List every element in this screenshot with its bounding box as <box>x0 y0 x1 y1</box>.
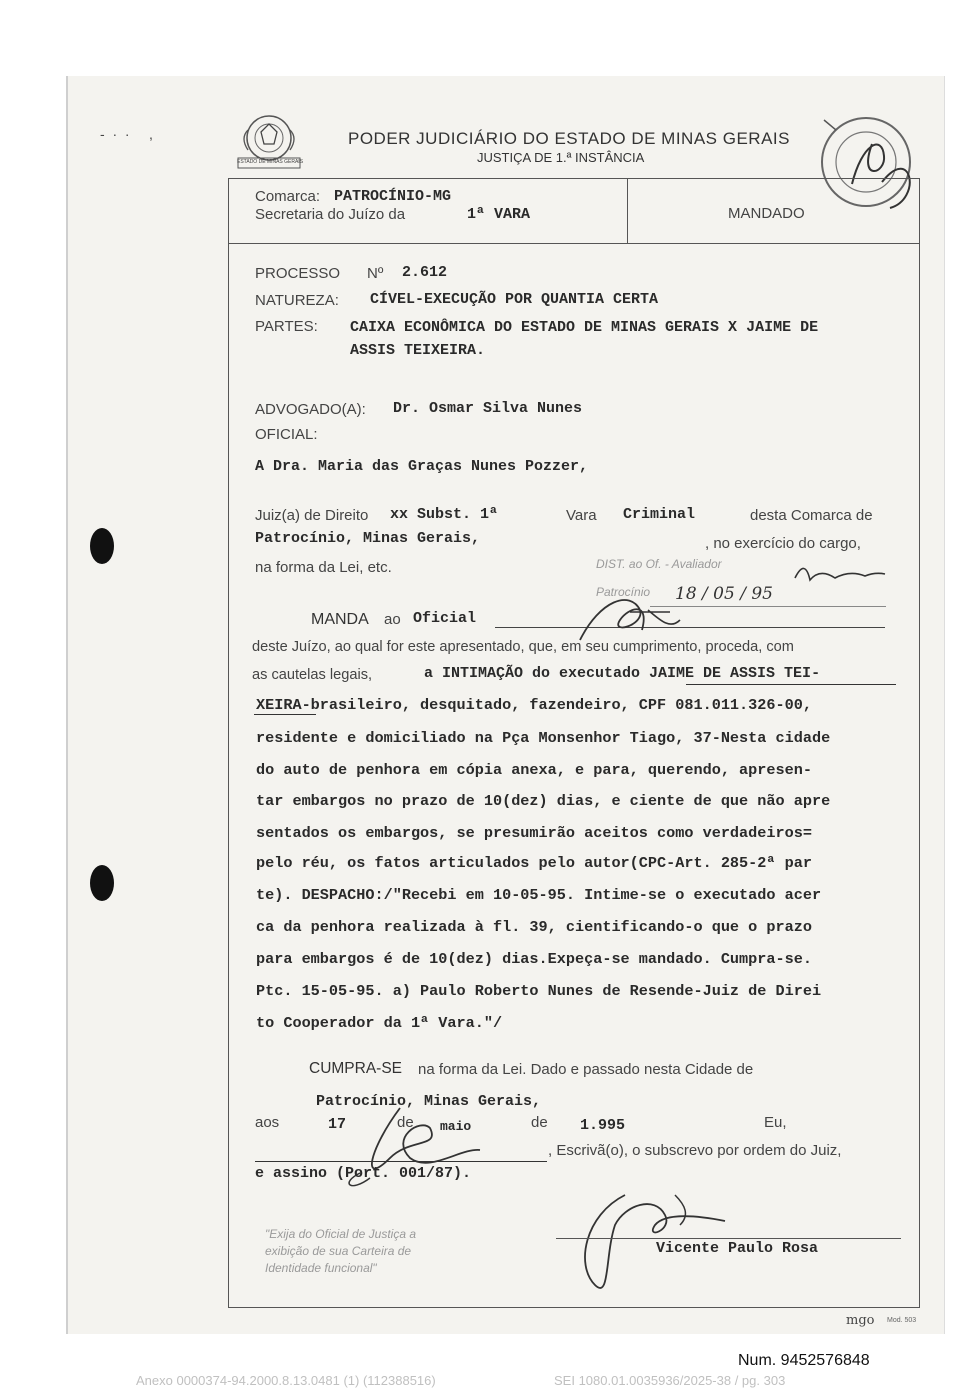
comarca-label: Comarca: <box>255 188 321 205</box>
body-line: sentados os embargos, se presumirão aceitos como verdadeiros= <box>256 824 812 842</box>
processo-label: PROCESSO <box>255 265 341 282</box>
frame-divider-vertical <box>627 178 628 243</box>
comarca-value: PATROCÍNIO-MG <box>334 188 452 205</box>
header-title: PODER JUDICIÁRIO DO ESTADO DE MINAS GERAIS <box>348 129 790 148</box>
assino-text: e assino (Port. 001/87). <box>255 1165 472 1182</box>
partes-line-1: CAIXA ECONÔMICA DO ESTADO DE MINAS GERAIS X JAIME DE <box>350 319 819 336</box>
de-label-2: de <box>531 1114 548 1131</box>
closing-day: 17 <box>328 1116 347 1133</box>
forma-text: na forma da Lei, etc. <box>255 559 392 576</box>
aos-label: aos <box>255 1114 280 1131</box>
natureza-value: CÍVEL-EXECUÇÃO POR QUANTIA CERTA <box>370 291 659 308</box>
dist-signature-icon <box>790 558 890 588</box>
vara-label: Vara <box>566 507 597 524</box>
vara-value: Criminal <box>623 506 696 523</box>
advogado-label: ADVOGADO(A): <box>255 401 366 418</box>
intro-city: Patrocínio, Minas Gerais, <box>255 530 481 547</box>
natureza-label: NATUREZA: <box>255 292 339 309</box>
secretaria-label: Secretaria do Juízo da <box>255 206 406 223</box>
footer-num: Num. 9452576848 <box>738 1352 870 1369</box>
executado-underline <box>686 684 896 685</box>
faint-note-2: exibição de sua Carteira de <box>265 1244 412 1258</box>
body-line: residente e domiciliado na Pça Monsenhor Tiago, 37-Nesta cidade <box>256 729 831 747</box>
corner-marks: - · · , <box>100 126 153 142</box>
escriva-text: , Escrivã(o), o subscrevo por ordem do Juiz, <box>548 1142 842 1159</box>
body-line: Ptc. 15-05-95. a) Paulo Roberto Nunes de Resende-Juiz de Direi <box>256 982 822 1000</box>
cumpra-se-rest: na forma da Lei. Dado e passado nesta Cidade de <box>418 1061 754 1078</box>
juiz-value: xx Subst. 1ª <box>390 506 499 523</box>
manda-line-b-mono: a INTIMAÇÃO do executado JAIME DE ASSIS TEI- <box>424 665 821 682</box>
cumpra-se-label: CUMPRA-SE <box>309 1060 403 1077</box>
closing-year: 1.995 <box>580 1117 626 1134</box>
punch-hole-bottom <box>90 865 114 901</box>
mod-code: Mod. 503 <box>887 1317 917 1324</box>
footer-annex: Anexo 0000374-94.2000.8.13.0481 (1) (112388516) <box>136 1373 436 1388</box>
body-line: te). DESPACHO:/"Recebi em 10-05-95. Intime-se o executado acer <box>256 886 822 904</box>
exercicio-text: , no exercício do cargo, <box>705 535 861 552</box>
footer-sei: SEI 1080.01.0035936/2025-38 / pg. 303 <box>554 1373 786 1388</box>
closing-month: maio <box>440 1119 472 1134</box>
body-line: XEIRA-brasileiro, desquitado, fazendeiro, CPF 081.011.326-00, <box>256 696 812 714</box>
partes-label: PARTES: <box>255 318 318 335</box>
dist-stamp-line2: Patrocínio <box>596 585 651 599</box>
dist-stamp-line1: DIST. ao Of. - Avaliador <box>596 557 722 571</box>
document-type: MANDADO <box>728 205 805 222</box>
xeira-underline <box>254 714 316 715</box>
body-line: para embargos é de 10(dez) dias.Expeça-se mandado. Cumpra-se. <box>256 950 812 968</box>
faint-note-1: "Exija do Oficial de Justiça a <box>265 1227 416 1241</box>
processo-no-label: Nº <box>367 265 384 282</box>
body-line: tar embargos no prazo de 10(dez) dias, e ciente de que não apre <box>256 792 831 810</box>
signer-name: Vicente Paulo Rosa <box>656 1240 819 1257</box>
body-line: ca da penhora realizada à fl. 39, cientificando-o que o prazo <box>256 918 812 936</box>
manda-line-a: deste Juízo, ao qual for este apresentado, que, em seu cumprimento, proceda, com <box>252 639 794 655</box>
partes-line-2: ASSIS TEIXEIRA. <box>350 342 486 359</box>
manda-ao: ao <box>384 611 401 628</box>
processo-value: 2.612 <box>402 264 448 281</box>
body-line: to Cooperador da 1ª Vara."/ <box>256 1014 503 1032</box>
manda-line-b-sans: as cautelas legais, <box>252 667 373 683</box>
oficial-label: OFICIAL: <box>255 426 318 443</box>
eu-label: Eu, <box>764 1114 787 1131</box>
de-label-1: de <box>397 1114 414 1131</box>
secretaria-value: 1ª VARA <box>467 206 531 223</box>
header-subtitle: JUSTIÇA DE 1.ª INSTÂNCIA <box>477 150 645 165</box>
closing-city: Patrocínio, Minas Gerais, <box>316 1093 542 1110</box>
oficial-underline <box>495 627 885 628</box>
body-line: do auto de penhora em cópia anexa, e para, querendo, apresen- <box>256 761 812 779</box>
punch-hole-top <box>90 528 114 564</box>
manda-oficial: Oficial <box>413 610 477 627</box>
judge-name: A Dra. Maria das Graças Nunes Pozzer, <box>255 458 589 475</box>
juiz-label: Juiz(a) de Direito <box>255 507 369 524</box>
desta-comarca: desta Comarca de <box>750 507 873 524</box>
mgo-code: mgo <box>846 1313 875 1328</box>
dist-stamp-date: 18 / 05 / 95 <box>675 584 773 604</box>
advogado-value: Dr. Osmar Silva Nunes <box>393 400 583 417</box>
seal-label: ESTADO DE MINAS GERAIS <box>237 159 304 165</box>
judge-signature-line <box>556 1238 901 1239</box>
faint-note-3: Identidade funcional" <box>265 1261 377 1275</box>
body-line: pelo réu, os fatos articulados pelo autor(CPC-Art. 285-2ª par <box>256 854 812 872</box>
frame-divider-top <box>228 243 920 244</box>
manda-label: MANDA <box>311 611 369 628</box>
